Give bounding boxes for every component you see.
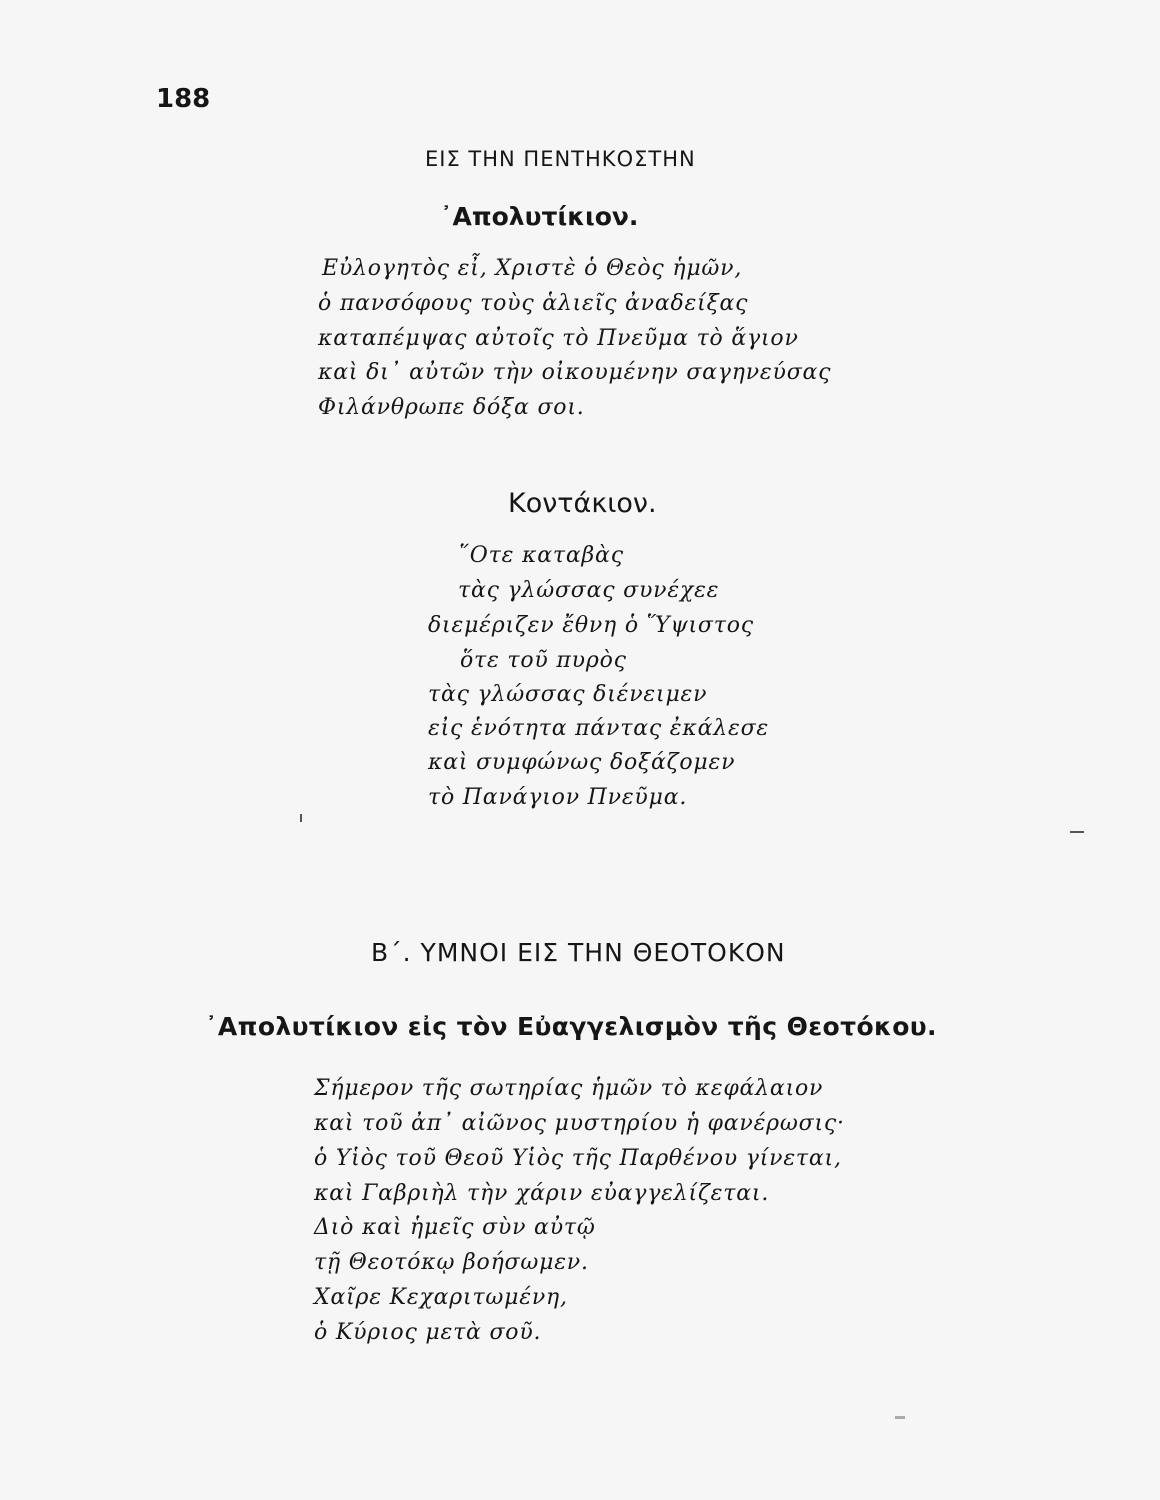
verse-line: τὸ Πανάγιον Πνεῦμα.: [428, 785, 688, 810]
verse-line: Σήμερον τῆς σωτηρίας ἡμῶν τὸ κεφάλαιον: [314, 1076, 824, 1101]
apolytikion-title: ᾿Απολυτίκιον.: [440, 202, 639, 231]
verse-line: τὰς γλώσσας διένειμεν: [428, 682, 708, 707]
kontakion-title: Κοντάκιον.: [508, 488, 657, 519]
verse-line: διεμέριζεν ἔθνη ὁ Ὕψιστος: [428, 613, 754, 638]
verse-line: καὶ τοῦ ἀπ᾿ αἰῶνος μυστηρίου ἡ φανέρωσις·: [314, 1111, 845, 1136]
verse-line: εἰς ἑνότητα πάντας ἐκάλεσε: [428, 716, 770, 741]
verse-line: τῇ Θεοτόκῳ βοήσωμεν.: [314, 1250, 589, 1275]
verse-line: ὁ Κύριος μετὰ σοῦ.: [314, 1320, 542, 1345]
scan-mark: [895, 1416, 905, 1419]
verse-line: Διὸ καὶ ἡμεῖς σὺν αὐτῷ: [314, 1215, 596, 1240]
verse-line: καὶ Γαβριὴλ τὴν χάριν εὐαγγελίζεται.: [314, 1181, 770, 1206]
section-heading-pentecost: ΕΙΣ ΤΗΝ ΠΕΝΤΗΚΟΣΤΗΝ: [425, 147, 696, 171]
scan-mark: [1070, 831, 1084, 833]
verse-line: καταπέμψας αὐτοῖς τὸ Πνεῦμα τὸ ἅγιον: [318, 326, 799, 351]
verse-line: Εὐλογητὸς εἶ, Χριστὲ ὁ Θεὸς ἡμῶν,: [322, 256, 743, 281]
verse-line: Χαῖρε Κεχαριτωμένη,: [314, 1285, 568, 1310]
scan-mark: [300, 814, 302, 822]
section-heading-theotokos-hymns: Β΄. ΥΜΝΟΙ ΕΙΣ ΤΗΝ ΘΕΟΤΟΚΟΝ: [371, 938, 786, 967]
verse-line: ὁ πανσόφους τοὺς ἁλιεῖς ἀναδείξας: [318, 291, 749, 316]
verse-line: καὶ δι᾿ αὐτῶν τὴν οἰκουμένην σαγηνεύσας: [318, 360, 832, 385]
verse-line: ὅτε τοῦ πυρὸς: [460, 648, 627, 673]
verse-line: Φιλάνθρωπε δόξα σοι.: [318, 395, 585, 420]
verse-line: καὶ συμφώνως δοξάζομεν: [428, 750, 736, 775]
page-number: 188: [156, 84, 211, 114]
verse-line: ῞Οτε καταβὰς: [458, 543, 624, 568]
theotokos-apolytikion-title: ᾿Απολυτίκιον εἰς τὸν Εὐαγγελισμὸν τῆς Θεοτόκου.: [205, 1012, 937, 1041]
verse-line: ὁ Υἱὸς τοῦ Θεοῦ Υἱὸς τῆς Παρθένου γίνεται,: [314, 1146, 842, 1171]
verse-line: τὰς γλώσσας συνέχεε: [458, 578, 720, 603]
